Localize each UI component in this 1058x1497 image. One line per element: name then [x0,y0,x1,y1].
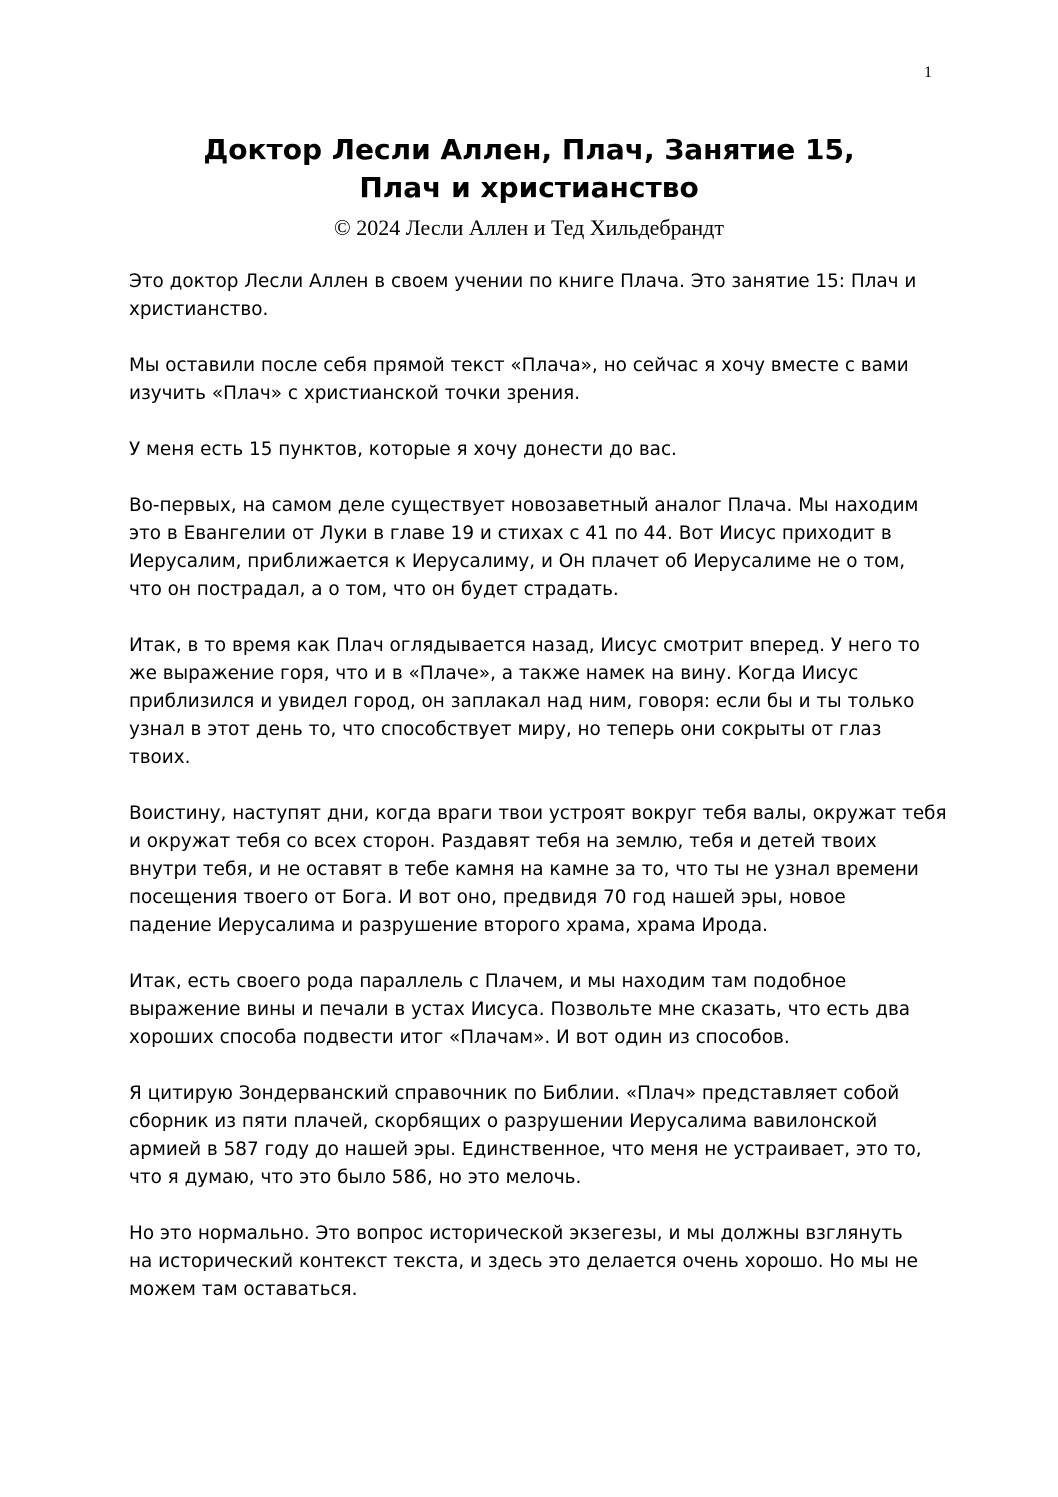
paragraph-line: можем там оставаться. [129,1279,358,1300]
paragraph-line: христианство. [129,299,269,320]
body-paragraph [129,352,929,408]
paragraph-line: и окружат тебя со всех сторон. Раздавят тебя на землю, тебя и детей твоих [129,831,877,852]
body-paragraph [129,492,929,604]
paragraph-line: это в Евангелии от Луки в главе 19 и стихах с 41 по 44. Вот Иисус приходит в [129,523,892,544]
paragraph-line: Я цитирую Зондерванский справочник по Библии. «Плач» представляет собой [129,1083,900,1104]
paragraph-line: армией в 587 году до нашей эры. Единственное, что меня не устраивает, это то, [129,1139,922,1160]
title-line-1: Доктор Лесли Аллен, Плач, Занятие 15, [203,133,855,166]
paragraph-line: Итак, в то время как Плач оглядывается назад, Иисус смотрит вперед. У него то [129,635,920,656]
body-paragraph [129,268,929,324]
body-paragraph [129,800,947,940]
paragraph-line: Во-первых, на самом деле существует новозаветный аналог Плача. Мы находим [129,495,919,516]
paragraph-line: изучить «Плач» с христианской точки зрения. [129,383,581,404]
document-title [0,131,1058,207]
body-paragraph [129,968,929,1052]
paragraph-line: что я думаю, что это было 586, но это мелочь. [129,1167,582,1188]
paragraph-line: сборник из пяти плачей, скорбящих о разрушении Иерусалима вавилонской [129,1111,878,1132]
paragraph-line: приблизился и увидел город, он заплакал над ним, говоря: если бы и ты только [129,691,915,712]
paragraph-line: падение Иерусалима и разрушение второго храма, храма Ирода. [129,915,769,936]
body-paragraph [129,1080,929,1192]
body-paragraph [129,632,929,772]
body-paragraph [129,436,929,464]
paragraph-line: Это доктор Лесли Аллен в своем учении по книге Плача. Это занятие 15: Плач и [129,271,917,292]
copyright-line: © 2024 Лесли Аллен и Тед Хильдебрандт [334,215,724,240]
paragraph-line: Иерусалим, приближается к Иерусалиму, и Он плачет об Иерусалиме не о том, [129,551,906,572]
paragraph-line: выражение вины и печали в устах Иисуса. Позвольте мне сказать, что есть два [129,999,911,1020]
body-paragraph [129,1220,929,1304]
paragraph-line: У меня есть 15 пунктов, которые я хочу донести до вас. [129,439,677,460]
paragraph-line: посещения твоего от Бога. И вот оно, предвидя 70 год нашей эры, новое [129,887,846,908]
paragraph-line: твоих. [129,747,191,768]
document-body [129,268,947,1332]
paragraph-line: внутри тебя, и не оставят в тебе камня на камне за то, что ты не узнал времени [129,859,919,880]
paragraph-line: хороших способа подвести итог «Плачам». И вот один из способов. [129,1027,790,1048]
paragraph-line: Мы оставили после себя прямой текст «Плача», но сейчас я хочу вместе с вами [129,355,909,376]
paragraph-line: на исторический контекст текста, и здесь это делается очень хорошо. Но мы не [129,1251,918,1272]
page-number: 1 [924,64,932,81]
paragraph-line: же выражение горя, что и в «Плаче», а также намек на вину. Когда Иисус [129,663,859,684]
paragraph-line: Воистину, наступят дни, когда враги твои устроят вокруг тебя валы, окружат тебя [129,803,947,824]
paragraph-line: Но это нормально. Это вопрос исторической экзегезы, и мы должны взглянуть [129,1223,903,1244]
paragraph-line: что он пострадал, а о том, что он будет страдать. [129,579,619,600]
paragraph-line: узнал в этот день то, что способствует миру, но теперь они сокрыты от глаз [129,719,882,740]
title-line-2: Плач и христианство [359,171,699,204]
paragraph-line: Итак, есть своего рода параллель с Плачем, и мы находим там подобное [129,971,847,992]
